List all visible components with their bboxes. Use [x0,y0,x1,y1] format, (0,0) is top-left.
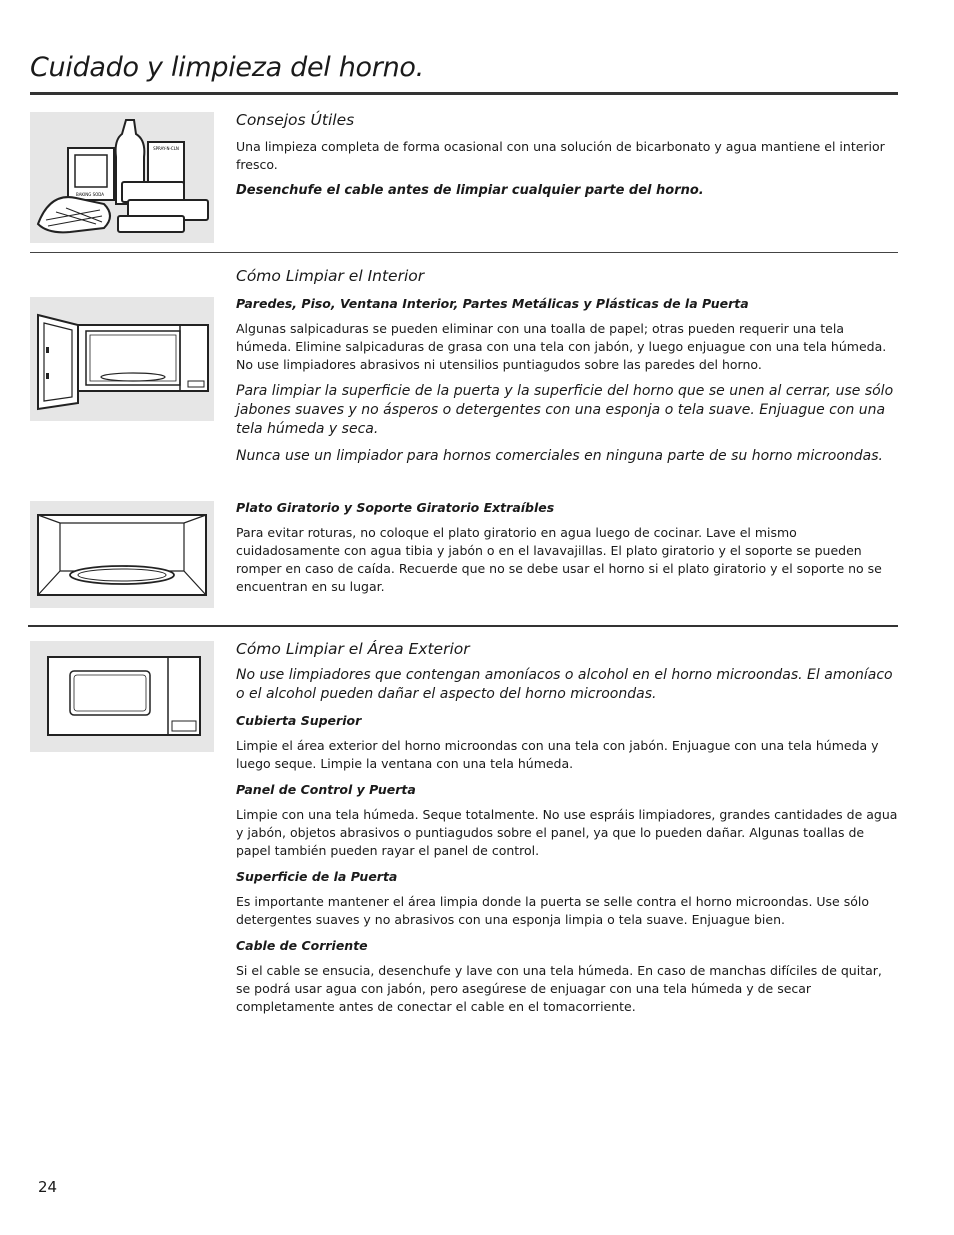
section-divider [28,625,898,627]
page-title: Cuidado y limpieza del horno. [30,52,424,83]
exterior-intro: No use limpiadores que contengan amoníacos o alcohol en el horno microondas. El amoníaco o el alcohol pueden dañar el aspecto del horno microondas. [236,667,893,702]
closed-microwave-illustration [30,641,214,752]
interior-text-2: Para limpiar la superficie de la puerta y la superficie del horno que se unen al cerrar, use sólo jabones suaves y no ásperos o detergentes con una esponja o tela suave. Enjuague con una tela húmeda y seca. [236,383,894,437]
panel-heading: Panel de Control y Puerta [236,782,416,797]
open-microwave-illustration [30,297,214,421]
consejos-text: Una limpieza completa de forma ocasional con una solución de bicarbonato y agua mantiene el interior fresco. [236,139,885,172]
puerta-text: Es importante mantener el área limpia donde la puerta se selle contra el horno microondas. Use sólo detergentes suaves y no abrasivos con una esponja limpia o tela suave. Enjuague bien. [236,894,869,927]
page-number: 24 [38,1178,58,1196]
consejos-warning: Desenchufe el cable antes de limpiar cualquier parte del horno. [236,183,704,198]
cable-heading: Cable de Corriente [236,938,368,953]
turntable-illustration [30,501,214,608]
title-divider [30,92,898,95]
plato-text: Para evitar roturas, no coloque el plato giratorio en agua luego de cocinar. Lave el mismo cuidadosamente con agua tibia y jabón o en el lavavajillas. El plato giratorio y el soporte se pueden romper en caso de caída. Recuerde que no se debe usar el horno si el plato giratorio y el soporte no se encuentran en su lugar. [236,525,882,594]
spray-label: SPRAY-N-CLN [153,146,179,151]
section-divider [30,252,898,253]
interior-heading: Cómo Limpiar el Interior [236,267,425,285]
interior-subheading: Paredes, Piso, Ventana Interior, Partes Metálicas y Plásticas de la Puerta [236,296,749,311]
panel-text: Limpie con una tela húmeda. Seque totalmente. No use espráis limpiadores, grandes cantidades de agua y jabón, objetos abrasivos o puntiagudos sobre el panel, ya que lo pueden dañar. Algunas toallas de papel también pueden rayar el panel de control. [236,807,898,858]
cleaning-supplies-illustration [30,112,214,243]
cable-text: Si el cable se ensucia, desenchufe y lave con una tela húmeda. En caso de manchas difíciles de quitar, se podrá usar agua con jabón, pero asegúrese de enjuagar con una tela húmeda y de secar completamente antes de conectar el cable en el tomacorriente. [236,963,882,1014]
consejos-heading: Consejos Útiles [236,111,355,129]
cubierta-text: Limpie el área exterior del horno microondas con una tela con jabón. Enjuague con una tela húmeda y luego seque. Limpie la ventana con una tela húmeda. [236,738,879,771]
baking-soda-label: BAKING SODA [75,192,105,197]
interior-text-3: Nunca use un limpiador para hornos comerciales en ninguna parte de su horno microondas. [236,448,883,464]
cubierta-heading: Cubierta Superior [236,713,362,728]
exterior-heading: Cómo Limpiar el Área Exterior [236,640,470,658]
puerta-heading: Superficie de la Puerta [236,869,398,884]
plato-subheading: Plato Giratorio y Soporte Giratorio Extraíbles [236,500,555,515]
interior-text-1: Algunas salpicaduras se pueden eliminar con una toalla de papel; otras pueden requerir una tela húmeda. Elimine salpicaduras de grasa con una tela con jabón, y luego enjuague con una tela húmeda. No use limpiadores abrasivos ni utensilios puntiagudos sobre las paredes del horno. [236,321,887,372]
